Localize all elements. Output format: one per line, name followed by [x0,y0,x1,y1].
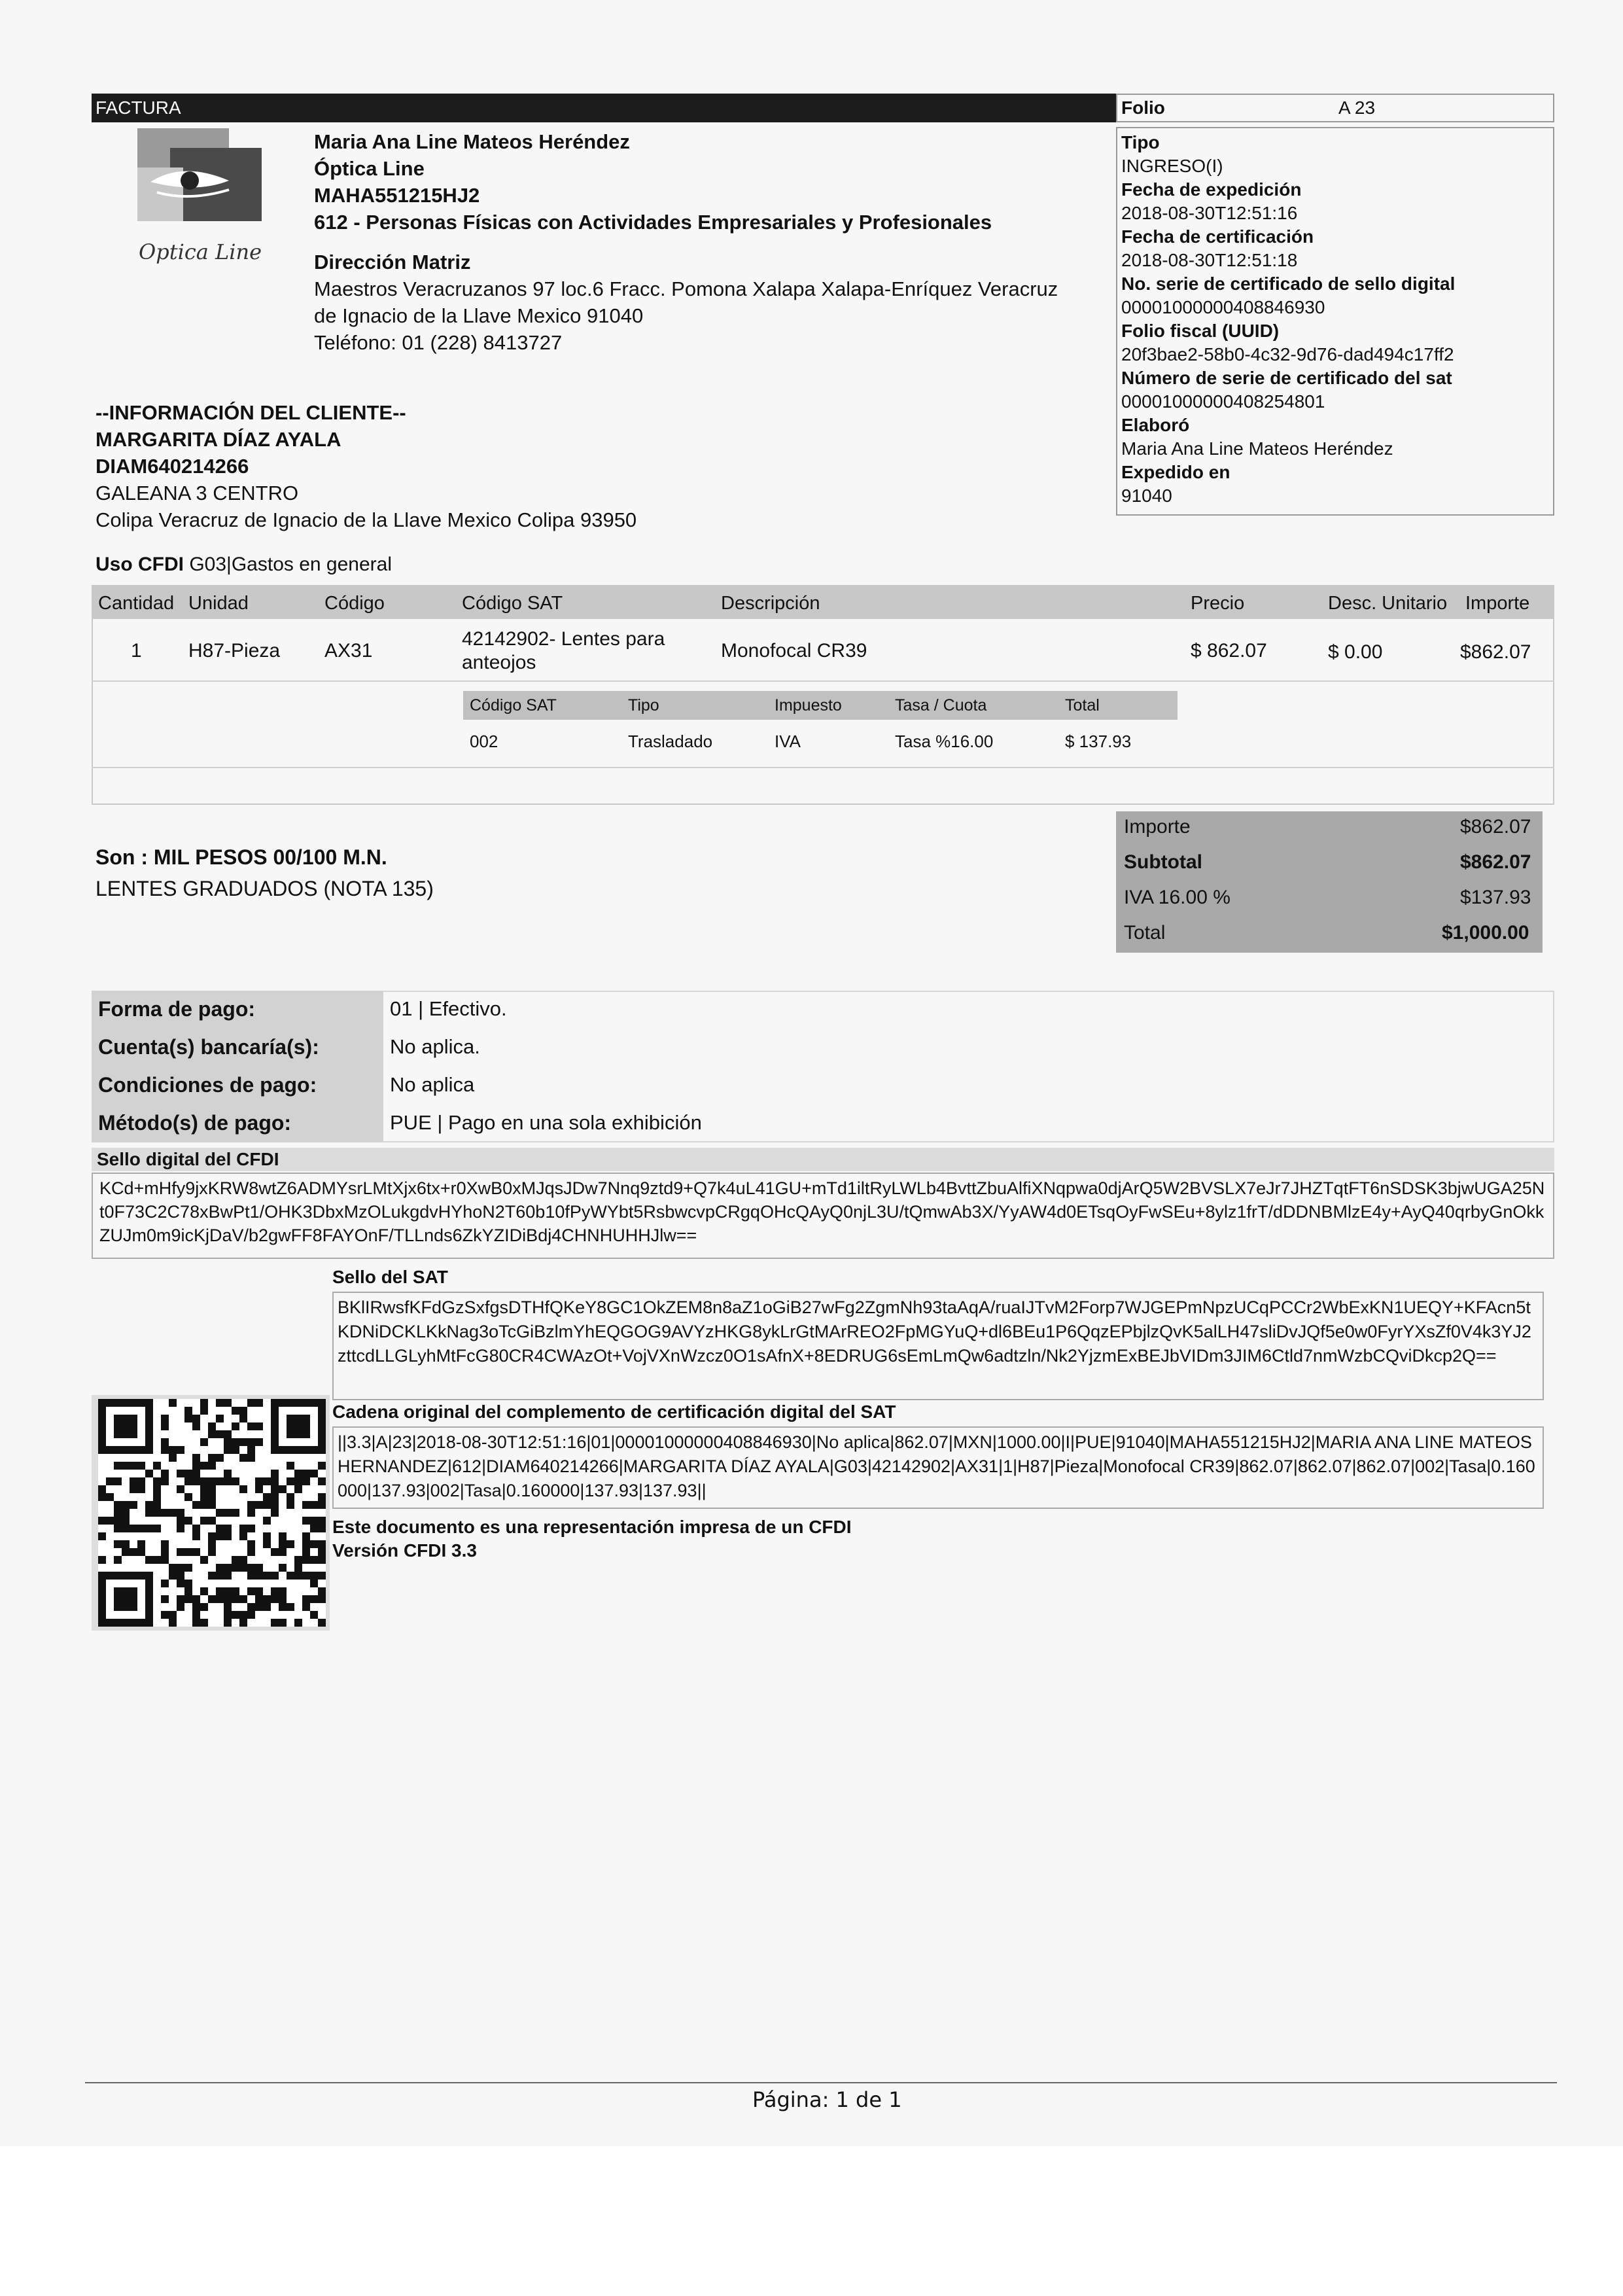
client-block [96,399,637,533]
client-address-2: Colipa Veracruz de Ignacio de la Llave Mexico Colipa 93950 [96,508,637,531]
client-address-1: GALEANA 3 CENTRO [96,482,299,504]
uso-cfdi-value: G03|Gastos en general [189,554,392,575]
tax-col-impuesto: Impuesto [775,696,842,715]
row-unidad: H87-Pieza [188,640,281,662]
fiscal-info-panel [1116,127,1554,516]
tax-total: $ 137.93 [1065,732,1132,751]
representation-text: Este documento es una representación impresa de un CFDI [332,1517,852,1537]
importe-label: Importe [1124,816,1191,838]
row-codigo-sat-1: 42142902- Lentes para [462,628,665,650]
total-label: Total [1124,922,1166,944]
serie-sat-label: Número de serie de certificado del sat [1121,368,1452,388]
serie-certificado-value: 00001000000408846930 [1121,297,1325,317]
scan-bottom-margin [0,2146,1623,2296]
qr-code [98,1399,326,1627]
cuenta-value: No aplica. [390,1035,480,1058]
tax-codigo-sat: 002 [470,732,498,751]
tax-col-codigo-sat: Código SAT [470,696,557,715]
tax-tipo: Trasladado [628,732,713,751]
elaboro-value: Maria Ana Line Mateos Heréndez [1121,438,1393,459]
col-codigo-sat: Código SAT [462,593,563,614]
row-descripcion: Monofocal CR39 [721,640,867,662]
logo-text: Optica Line [139,239,262,264]
expedido-value: 91040 [1121,486,1172,506]
issuer-rfc: MAHA551215HJ2 [314,184,480,207]
tax-col-tasa: Tasa / Cuota [895,696,987,715]
row-codigo-sat-2: anteojos [462,652,536,673]
cuenta-label: Cuenta(s) bancaría(s): [98,1035,319,1059]
fecha-certificacion-value: 2018-08-30T12:51:18 [1121,250,1298,270]
issuer-name: Maria Ana Line Mateos Heréndez [314,130,630,153]
sello-sat-title: Sello del SAT [332,1267,448,1287]
fecha-certificacion-label: Fecha de certificación [1121,226,1314,247]
tipo-value: INGRESO(I) [1121,156,1223,176]
cadena-title: Cadena original del complemento de certificación digital del SAT [332,1402,896,1422]
col-descripcion: Descripción [721,593,820,614]
address-label: Dirección Matriz [314,251,471,274]
folio-label: Folio [1121,97,1165,118]
tax-tasa: Tasa %16.00 [895,732,994,751]
elaboro-label: Elaboró [1121,415,1190,435]
row-cantidad: 1 [131,640,142,662]
footer-divider [85,2082,1557,2083]
expedido-label: Expedido en [1121,462,1230,482]
issuer-business: Óptica Line [314,157,425,180]
folio-box [1116,94,1554,122]
total-value: $1,000.00 [1442,922,1529,944]
tax-impuesto: IVA [775,732,801,751]
serie-certificado-label: No. serie de certificado de sello digital [1121,274,1456,294]
address-line-2: de Ignacio de la Llave Mexico 91040 [314,304,644,327]
subtotal-label: Subtotal [1124,851,1202,873]
uso-cfdi-label: Uso CFDI [96,554,184,575]
company-logo [131,128,275,279]
uuid-label: Folio fiscal (UUID) [1121,321,1280,341]
client-name: MARGARITA DÍAZ AYALA [96,428,341,451]
client-heading: --INFORMACIÓN DEL CLIENTE-- [96,401,406,424]
invoice-note: LENTES GRADUADOS (NOTA 135) [96,877,434,900]
row-divider [92,767,1554,768]
client-rfc: DIAM640214266 [96,455,249,478]
tipo-label: Tipo [1121,132,1160,152]
amount-in-words [96,841,434,904]
cadena-original: ||3.3|A|23|2018-08-30T12:51:16|01|00001000000408846930|No aplica|862.07|MXN|1000.00|I|PUE|91040|MAHA551215HJ2|MARIA ANA LINE MATEOS HERNANDEZ|612|DIAM640214266|MARGARITA DÍAZ AYALA|G03|42142902|AX31|1|H87|Pieza|Monofocal CR39|862.07|862.07|862.07|002|Tasa|0.160000|137.93|002|Tasa|0.160000|137.93|137.93|| [332,1426,1544,1509]
row-precio: $ 862.07 [1191,640,1267,662]
col-codigo: Código [324,593,385,614]
cfdi-version: Versión CFDI 3.3 [332,1540,477,1561]
forma-pago-value: 01 | Efectivo. [390,997,507,1020]
uuid-value: 20f3bae2-58b0-4c32-9d76-dad494c17ff2 [1121,344,1454,364]
row-importe: $862.07 [1460,641,1531,663]
issuer-block [314,128,1099,356]
row-codigo: AX31 [324,640,373,662]
col-unidad: Unidad [188,593,249,614]
address-line-1: Maestros Veracruzanos 97 loc.6 Fracc. Pomona Xalapa Xalapa-Enríquez Veracruz [314,277,1058,300]
amount-words: Son : MIL PESOS 00/100 M.N. [96,845,387,869]
col-importe: Importe [1465,593,1530,614]
sello-cfdi-title: Sello digital del CFDI [92,1148,1554,1171]
condiciones-value: No aplica [390,1073,475,1096]
forma-pago-label: Forma de pago: [98,997,256,1021]
subtotal-value: $862.07 [1460,851,1531,873]
sello-cfdi: KCd+mHfy9jxKRW8wtZ6ADMYsrLMtXjx6tx+r0XwB0xMJqsJDw7Nnq9ztd9+Q7k4uL41GU+mTd1iltRyLWLb4BvttZbuAlfiXNqpwa0djArQ5W2BVSLX7eJr7JHZTqtFT6nSDSK3bjwUGA25Nt0F73C2C78xBwPt1/OHK3DbxMzOLukgdvHYhoN2T60b10fPyWYbt5RsbwcvpCRgqOHcQAyQ0njL3U/tQmwAb3X/YyAW4d0ETsqOyFwSEu+8ylz1frT/dDDNBMlzE4y+AyQ40qrbyGnOkkZUJm0m9icKjDaV/b2gwFF8FAYOnF/TLLnds6ZkYZIDiBdj4CHNHUHHJlw== [92,1173,1554,1259]
iva-label: IVA 16.00 % [1124,887,1230,908]
row-desc-unitario: $ 0.00 [1328,641,1383,663]
col-desc-unitario: Desc. Unitario [1328,593,1448,614]
representation-note [332,1515,852,1563]
document-type: FACTURA [96,97,181,118]
page-number: Página: 1 de 1 [752,2087,902,2112]
iva-value: $137.93 [1460,887,1531,908]
issuer-phone: Teléfono: 01 (228) 8413727 [314,331,563,354]
document-title-bar [92,94,1116,122]
importe-value: $862.07 [1460,816,1531,838]
fecha-expedicion-label: Fecha de expedición [1121,179,1302,200]
metodo-pago-value: PUE | Pago en una sola exhibición [390,1111,702,1134]
folio-value: A 23 [1338,97,1376,118]
tax-col-tipo: Tipo [628,696,659,715]
condiciones-label: Condiciones de pago: [98,1073,317,1097]
tax-col-total: Total [1065,696,1100,715]
fecha-expedicion-value: 2018-08-30T12:51:16 [1121,203,1298,223]
uso-cfdi [96,554,392,576]
issuer-regime: 612 - Personas Físicas con Actividades Empresariales y Profesionales [314,211,992,234]
col-cantidad: Cantidad [98,593,175,614]
metodo-pago-label: Método(s) de pago: [98,1111,292,1135]
serie-sat-value: 00001000000408254801 [1121,391,1325,412]
sello-sat: BKlIRwsfKFdGzSxfgsDTHfQKeY8GC1OkZEM8n8aZ1oGiB27wFg2ZgmNh93taAqA/ruaIJTvM2Forp7WJGEPmNpzUCqPCCr2WbExKN1UEQY+KFAcn5tKDNiDCKLKkNag3oTcGiBzlmYhEQGOG9AVYzHKG8ykLrGtMArREO2FpMGYuQ+dl6BEu1P6QqzEPbjlzQvK5alLH47sliDvJQf5e0w0FyrYXsZf0V4k3YJ2zttcdLLGLyhMtFcG80CR4CWAzOt+VojVXnWzcz0O1sAfnX+8EDRUG6sEmLmQw6adtzln/Nk2YjzmExBEJbVIDm3JIM6Ctld7nmWzbCQviDkcp2Q== [332,1292,1544,1400]
row-divider [92,680,1554,682]
col-precio: Precio [1191,593,1245,614]
